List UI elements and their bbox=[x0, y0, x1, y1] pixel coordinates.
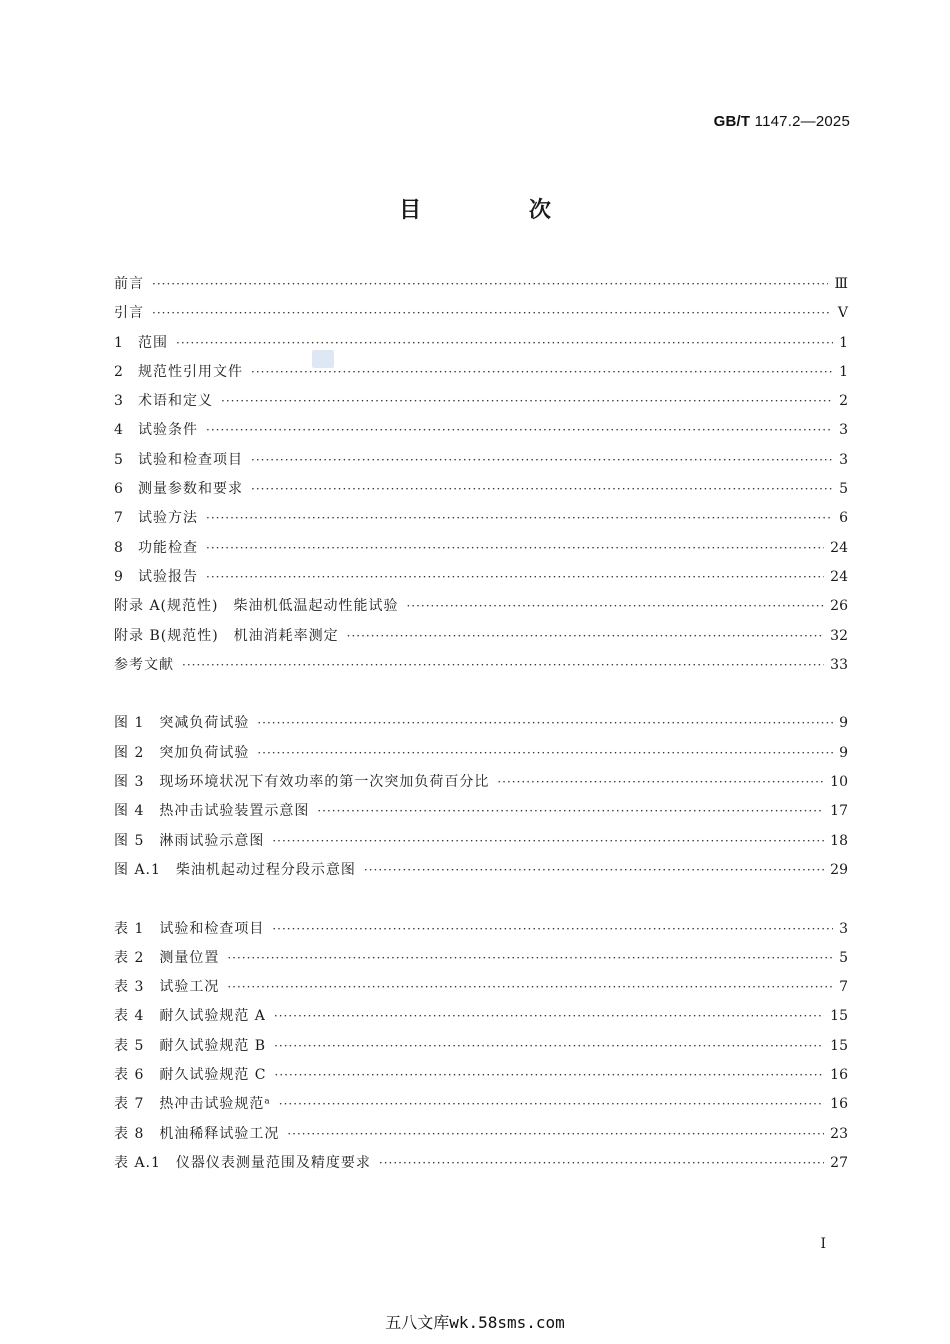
toc-entry-label bbox=[114, 651, 174, 680]
toc-entry-label bbox=[114, 739, 249, 768]
toc-dot-leader bbox=[206, 563, 824, 592]
toc-entry-label bbox=[114, 915, 264, 944]
toc-entry-page: 15 bbox=[830, 1037, 848, 1054]
toc-entry-page: 18 bbox=[830, 832, 848, 849]
toc-entry[interactable] bbox=[114, 1061, 848, 1090]
toc-dot-leader bbox=[251, 446, 833, 475]
toc-entry-page: Ⅲ bbox=[834, 276, 848, 292]
toc-dot-leader bbox=[287, 1120, 824, 1149]
toc-entry-label bbox=[114, 827, 264, 856]
toc-entry[interactable] bbox=[114, 475, 848, 504]
toc-entry-page: 9 bbox=[839, 715, 848, 732]
toc-entry-label bbox=[114, 1032, 266, 1061]
toc-entry-page: 1 bbox=[839, 363, 848, 380]
toc-entry-label bbox=[114, 299, 144, 328]
toc-entry-label bbox=[114, 358, 243, 387]
toc-entry-page: 3 bbox=[839, 451, 848, 468]
toc-entry-label bbox=[114, 387, 213, 416]
toc-entry-number: 8 bbox=[114, 539, 124, 556]
toc-figures bbox=[114, 709, 848, 885]
toc-dot-leader bbox=[251, 358, 833, 387]
toc-entry-title: 表 A.1 仪器仪表测量范围及精度要求 bbox=[114, 1154, 371, 1171]
toc-entry-title: 表 8 机油稀释试验工况 bbox=[114, 1125, 280, 1142]
toc-entry-title: 图 5 淋雨试验示意图 bbox=[114, 832, 265, 849]
toc-dot-leader bbox=[364, 856, 824, 885]
toc-entry[interactable] bbox=[114, 416, 848, 445]
toc-entry-label bbox=[114, 973, 219, 1002]
toc-entry-label bbox=[114, 475, 243, 504]
toc-entry-label bbox=[114, 797, 309, 826]
toc-entry-label bbox=[114, 622, 339, 651]
toc-entry-title: 参考文献 bbox=[114, 656, 174, 673]
toc-entry-page: 15 bbox=[830, 1008, 848, 1025]
toc-entry-number: 7 bbox=[114, 510, 124, 527]
toc-entry-title: 引言 bbox=[114, 305, 144, 322]
toc-entry[interactable] bbox=[114, 797, 848, 826]
toc-entry-page: 17 bbox=[830, 803, 848, 820]
toc-entry-page: 3 bbox=[839, 920, 848, 937]
toc-entry-title: 试验方法 bbox=[138, 510, 198, 527]
group-spacer bbox=[114, 680, 848, 709]
toc-entry[interactable] bbox=[114, 329, 848, 358]
toc-entry-label bbox=[114, 563, 198, 592]
toc-dot-leader bbox=[227, 973, 833, 1002]
toc-entry-title: 图 4 热冲击试验装置示意图 bbox=[114, 803, 310, 820]
toc-entry-title: 附录 A(规范性) 柴油机低温起动性能试验 bbox=[114, 598, 399, 615]
toc-entry-label bbox=[114, 856, 356, 885]
standard-number: 1147.2—2025 bbox=[754, 113, 850, 130]
toc-entry-number: 4 bbox=[114, 422, 124, 439]
toc-entry-title: 试验条件 bbox=[138, 422, 198, 439]
toc-entry[interactable] bbox=[114, 709, 848, 738]
toc-entry-number: 6 bbox=[114, 481, 124, 498]
toc-entry-title: 测量参数和要求 bbox=[138, 481, 243, 498]
toc-entry-title: 图 3 现场环境状况下有效功率的第一次突加负荷百分比 bbox=[114, 774, 490, 791]
toc-entry[interactable] bbox=[114, 1032, 848, 1061]
toc-entry-label bbox=[114, 1061, 267, 1090]
toc-entry-label bbox=[114, 944, 219, 973]
toc-dot-leader bbox=[317, 797, 824, 826]
toc-entry-title: 表 4 耐久试验规范 A bbox=[114, 1008, 266, 1025]
toc-entry-page: 10 bbox=[830, 774, 848, 791]
toc-entry-title: 试验和检查项目 bbox=[138, 451, 243, 468]
toc-entry-page: 33 bbox=[830, 656, 848, 673]
toc-entry-label bbox=[114, 1090, 271, 1119]
toc-entry[interactable] bbox=[114, 358, 848, 387]
toc-entry-label bbox=[114, 1149, 371, 1178]
toc-entry-title: 术语和定义 bbox=[138, 393, 213, 410]
toc-entry-title: 规范性引用文件 bbox=[138, 363, 243, 380]
toc-entry-page: 3 bbox=[839, 422, 848, 439]
toc-entry-label bbox=[114, 534, 198, 563]
toc-entry-page: 32 bbox=[830, 627, 848, 644]
toc-entry-title: 功能检查 bbox=[138, 539, 198, 556]
toc-entry[interactable] bbox=[114, 768, 848, 797]
toc-entry-title: 前言 bbox=[114, 276, 144, 292]
toc-dot-leader bbox=[221, 387, 833, 416]
toc-entry-label bbox=[114, 416, 198, 445]
toc-sections bbox=[114, 270, 848, 680]
toc-dot-leader bbox=[152, 299, 832, 328]
toc-dot-leader bbox=[152, 270, 828, 299]
toc-entry[interactable] bbox=[114, 534, 848, 563]
toc-entry[interactable] bbox=[114, 1120, 848, 1149]
toc-entry-number: 2 bbox=[114, 363, 124, 380]
toc-dot-leader bbox=[347, 622, 825, 651]
toc-dot-leader bbox=[274, 1002, 824, 1031]
toc-entry[interactable] bbox=[114, 651, 848, 680]
toc-dot-leader bbox=[274, 1032, 824, 1061]
toc-entry-number: 5 bbox=[114, 451, 124, 468]
toc-entry[interactable] bbox=[114, 973, 848, 1002]
toc-entry-title: 图 A.1 柴油机起动过程分段示意图 bbox=[114, 861, 356, 878]
toc-dot-leader bbox=[257, 739, 833, 768]
toc-entry-page: 16 bbox=[830, 1096, 848, 1113]
toc-entry[interactable] bbox=[114, 856, 848, 885]
toc-entry[interactable] bbox=[114, 1002, 848, 1031]
toc-entry[interactable] bbox=[114, 504, 848, 533]
toc-entry-title: 表 5 耐久试验规范 B bbox=[114, 1037, 267, 1054]
table-of-contents bbox=[114, 270, 848, 1178]
toc-entry-number: 9 bbox=[114, 568, 124, 585]
toc-entry[interactable] bbox=[114, 622, 848, 651]
toc-entry-title: 附录 B(规范性) 机油消耗率测定 bbox=[114, 627, 339, 644]
toc-entry-title: 表 2 测量位置 bbox=[114, 949, 220, 966]
toc-dot-leader bbox=[275, 1061, 825, 1090]
toc-dot-leader bbox=[206, 416, 833, 445]
toc-entry-label bbox=[114, 270, 144, 299]
toc-entry-page: 5 bbox=[839, 949, 848, 966]
toc-entry[interactable] bbox=[114, 387, 848, 416]
toc-entry-label bbox=[114, 1120, 279, 1149]
toc-entry-title: 表 7 热冲击试验规范ᵃ bbox=[114, 1096, 271, 1113]
toc-entry-page: 2 bbox=[839, 393, 848, 410]
toc-dot-leader bbox=[272, 827, 824, 856]
toc-entry-title: 图 1 突减负荷试验 bbox=[114, 715, 250, 732]
standard-code bbox=[714, 113, 850, 130]
toc-entry-page: 24 bbox=[830, 539, 848, 556]
toc-entry[interactable] bbox=[114, 944, 848, 973]
toc-entry-page: 6 bbox=[839, 510, 848, 527]
toc-entry-title: 表 3 试验工况 bbox=[114, 979, 220, 996]
toc-entry-page: Ⅴ bbox=[837, 305, 848, 322]
toc-entry-label bbox=[114, 1002, 266, 1031]
toc-entry-label bbox=[114, 329, 168, 358]
toc-entry[interactable] bbox=[114, 1149, 848, 1178]
toc-entry[interactable] bbox=[114, 739, 848, 768]
toc-entry[interactable] bbox=[114, 1090, 848, 1119]
toc-entry-title: 范围 bbox=[138, 334, 168, 351]
toc-entry-title: 表 6 耐久试验规范 C bbox=[114, 1067, 267, 1084]
watermark-text: 五八文库wk.58sms.com bbox=[385, 1313, 565, 1332]
toc-entry-number: 3 bbox=[114, 393, 124, 410]
toc-dot-leader bbox=[257, 709, 833, 738]
toc-entry[interactable] bbox=[114, 915, 848, 944]
toc-dot-leader bbox=[406, 592, 824, 621]
standard-prefix: GB/T bbox=[713, 113, 751, 130]
toc-entry[interactable] bbox=[114, 299, 848, 328]
toc-entry-label bbox=[114, 592, 398, 621]
toc-dot-leader bbox=[497, 768, 824, 797]
toc-entry-number: 1 bbox=[114, 334, 124, 351]
toc-entry-label bbox=[114, 709, 249, 738]
toc-entry-page: 16 bbox=[830, 1067, 848, 1084]
toc-entry[interactable] bbox=[114, 827, 848, 856]
toc-entry-page: 5 bbox=[839, 481, 848, 498]
toc-entry-page: 26 bbox=[830, 598, 848, 615]
toc-entry-title: 表 1 试验和检查项目 bbox=[114, 920, 265, 937]
toc-dot-leader bbox=[379, 1149, 824, 1178]
toc-dot-leader bbox=[279, 1090, 824, 1119]
group-spacer bbox=[114, 885, 848, 914]
toc-dot-leader bbox=[206, 504, 833, 533]
toc-entry-label bbox=[114, 768, 489, 797]
toc-tables bbox=[114, 915, 848, 1179]
toc-dot-leader bbox=[272, 915, 833, 944]
toc-entry-page: 24 bbox=[830, 568, 848, 585]
toc-entry[interactable] bbox=[114, 270, 848, 299]
page-title: 目 次 bbox=[399, 198, 601, 223]
toc-entry-title: 图 2 突加负荷试验 bbox=[114, 744, 250, 761]
toc-entry-label bbox=[114, 504, 198, 533]
toc-entry-page: 9 bbox=[839, 744, 848, 761]
toc-entry-page: 7 bbox=[839, 979, 848, 996]
page-number: Ⅰ bbox=[820, 1236, 826, 1252]
toc-dot-leader bbox=[176, 329, 833, 358]
toc-entry[interactable] bbox=[114, 592, 848, 621]
toc-entry-page: 23 bbox=[830, 1125, 848, 1142]
toc-entry-page: 1 bbox=[839, 334, 848, 351]
toc-dot-leader bbox=[206, 534, 824, 563]
toc-entry[interactable] bbox=[114, 446, 848, 475]
toc-dot-leader bbox=[251, 475, 833, 504]
toc-dot-leader bbox=[182, 651, 824, 680]
toc-entry-label bbox=[114, 446, 243, 475]
toc-entry[interactable] bbox=[114, 563, 848, 592]
toc-entry-page: 27 bbox=[830, 1154, 848, 1171]
toc-entry-page: 29 bbox=[830, 861, 848, 878]
toc-entry-title: 试验报告 bbox=[138, 568, 198, 585]
toc-dot-leader bbox=[227, 944, 833, 973]
